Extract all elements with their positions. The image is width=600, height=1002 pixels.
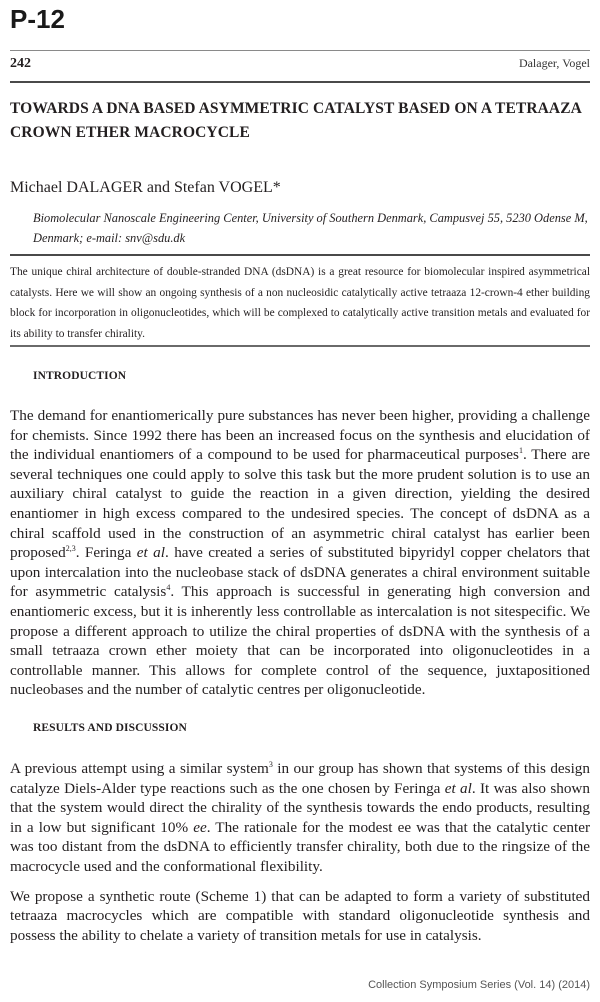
affiliation	[33, 208, 593, 248]
introduction-paragraph: The demand for enantiomerically pure substances has never been higher, providing a challenge for chemists. Since 1992 there has been an increased focus on the synthesis and elucidation of the individual enantiomers of a compound to be used for pharmaceutical purposes$^1$. There are several techniques one could apply to solve this task but the more prudent solution is to use an auxiliary chiral catalyst to guide the reaction in a given direction, yielding the desired enantiomer in high excess compared to the undesired species. The concept of dsDNA as a chiral scaffold used in the construction of an asymmetric chiral catalyst has earlier been proposed$^{2,3}$. Feringa et al. have created a series of substituted bipyridyl copper chelators that upon intercalation into the nucleobase stack of dsDNA generates a chiral environment suitable for asymmetric catalysis$^4$. This approach is successful in generating high conversion and enantiomeric excess, but it is inherently less controllable as intercalation is not sitespecific. We propose a different approach to utilize the chiral properties of dsDNA with the synthesis of a small tetraaza crown ether moiety that can be incorporated into oligonucleotides in a controllable manner. This allows for complete control of the sequence, juxtapositioned nucleobases and the number of catalytic centres per oligonucleotide.	[10, 407, 591, 699]
affiliation-line-2: Denmark; e-mail: snv@sdu.dk	[33, 231, 186, 245]
results-paragraph-1: A previous attempt using a similar system$^3$ in our group has shown that systems of this design catalyze Diels-Alder type reactions such as the one chosen by Feringa et al. It was also shown that the system would direct the chirality of the synthesis towards the endo products, resulting in a low but significant 10% ee. The rationale for the modest ee was that the catalytic center was too distant from the dsDNA to efficiently transfer chirality, both due to the ringsize of the macrocycle used and the conformational flexibility.	[10, 760, 590, 875]
citation-ref: 2,3	[65, 544, 76, 554]
citation-ref: 3	[268, 760, 273, 769]
running-authors: Dalager, Vogel	[518, 56, 590, 70]
paper-title: TOWARDS A DNA BASED ASYMMETRIC CATALYST BASED ON A TETRAAZA CROWN ETHER MACROCYCLE	[10, 100, 582, 141]
results-paragraph-2: We propose a synthetic route (Scheme 1) that can be adapted to form a variety of substituted tetraaza macrocycles which are compatible with standard oligonucleotide synthesis and possess the ability to chelate a variety of transition metals for use in catalysis.	[10, 887, 590, 944]
introduction-body	[10, 406, 590, 710]
header-rule-bottom	[10, 81, 590, 83]
running-head	[10, 56, 590, 76]
poster-id: P-12	[10, 4, 65, 34]
header-rule-top	[10, 50, 590, 51]
citation-ref: 4	[166, 583, 171, 593]
affiliation-line-1: Biomolecular Nanoscale Engineering Center, University of Southern Denmark, Campusvej 55, 5230 Odense M,	[33, 211, 588, 225]
section-heading-introduction: INTRODUCTION	[33, 370, 127, 382]
section-heading-results: RESULTS AND DISCUSSION	[33, 722, 187, 734]
abstract: The unique chiral architecture of double-stranded DNA (dsDNA) is a great resource for biomolecular inspired asymmetrical catalysts. Here we will show an ongoing synthesis of a non nucleosidic catalytically active tetraaza 12-crown-4 ether building block for incorporation in oligonucleotides, which will be complexed to catalytically active transition metals and evaluated for its ability to transfer chirality.	[10, 266, 590, 340]
footer-citation: Collection Symposium Series (Vol. 14) (2014)	[368, 979, 590, 991]
abstract-rule-top	[10, 254, 590, 256]
results-body	[10, 759, 590, 955]
citation-ref: 1	[518, 446, 523, 456]
page-number: 242	[10, 56, 31, 71]
abstract-rule-bottom	[10, 345, 590, 347]
authors: Michael DALAGER and Stefan VOGEL*	[10, 179, 281, 196]
